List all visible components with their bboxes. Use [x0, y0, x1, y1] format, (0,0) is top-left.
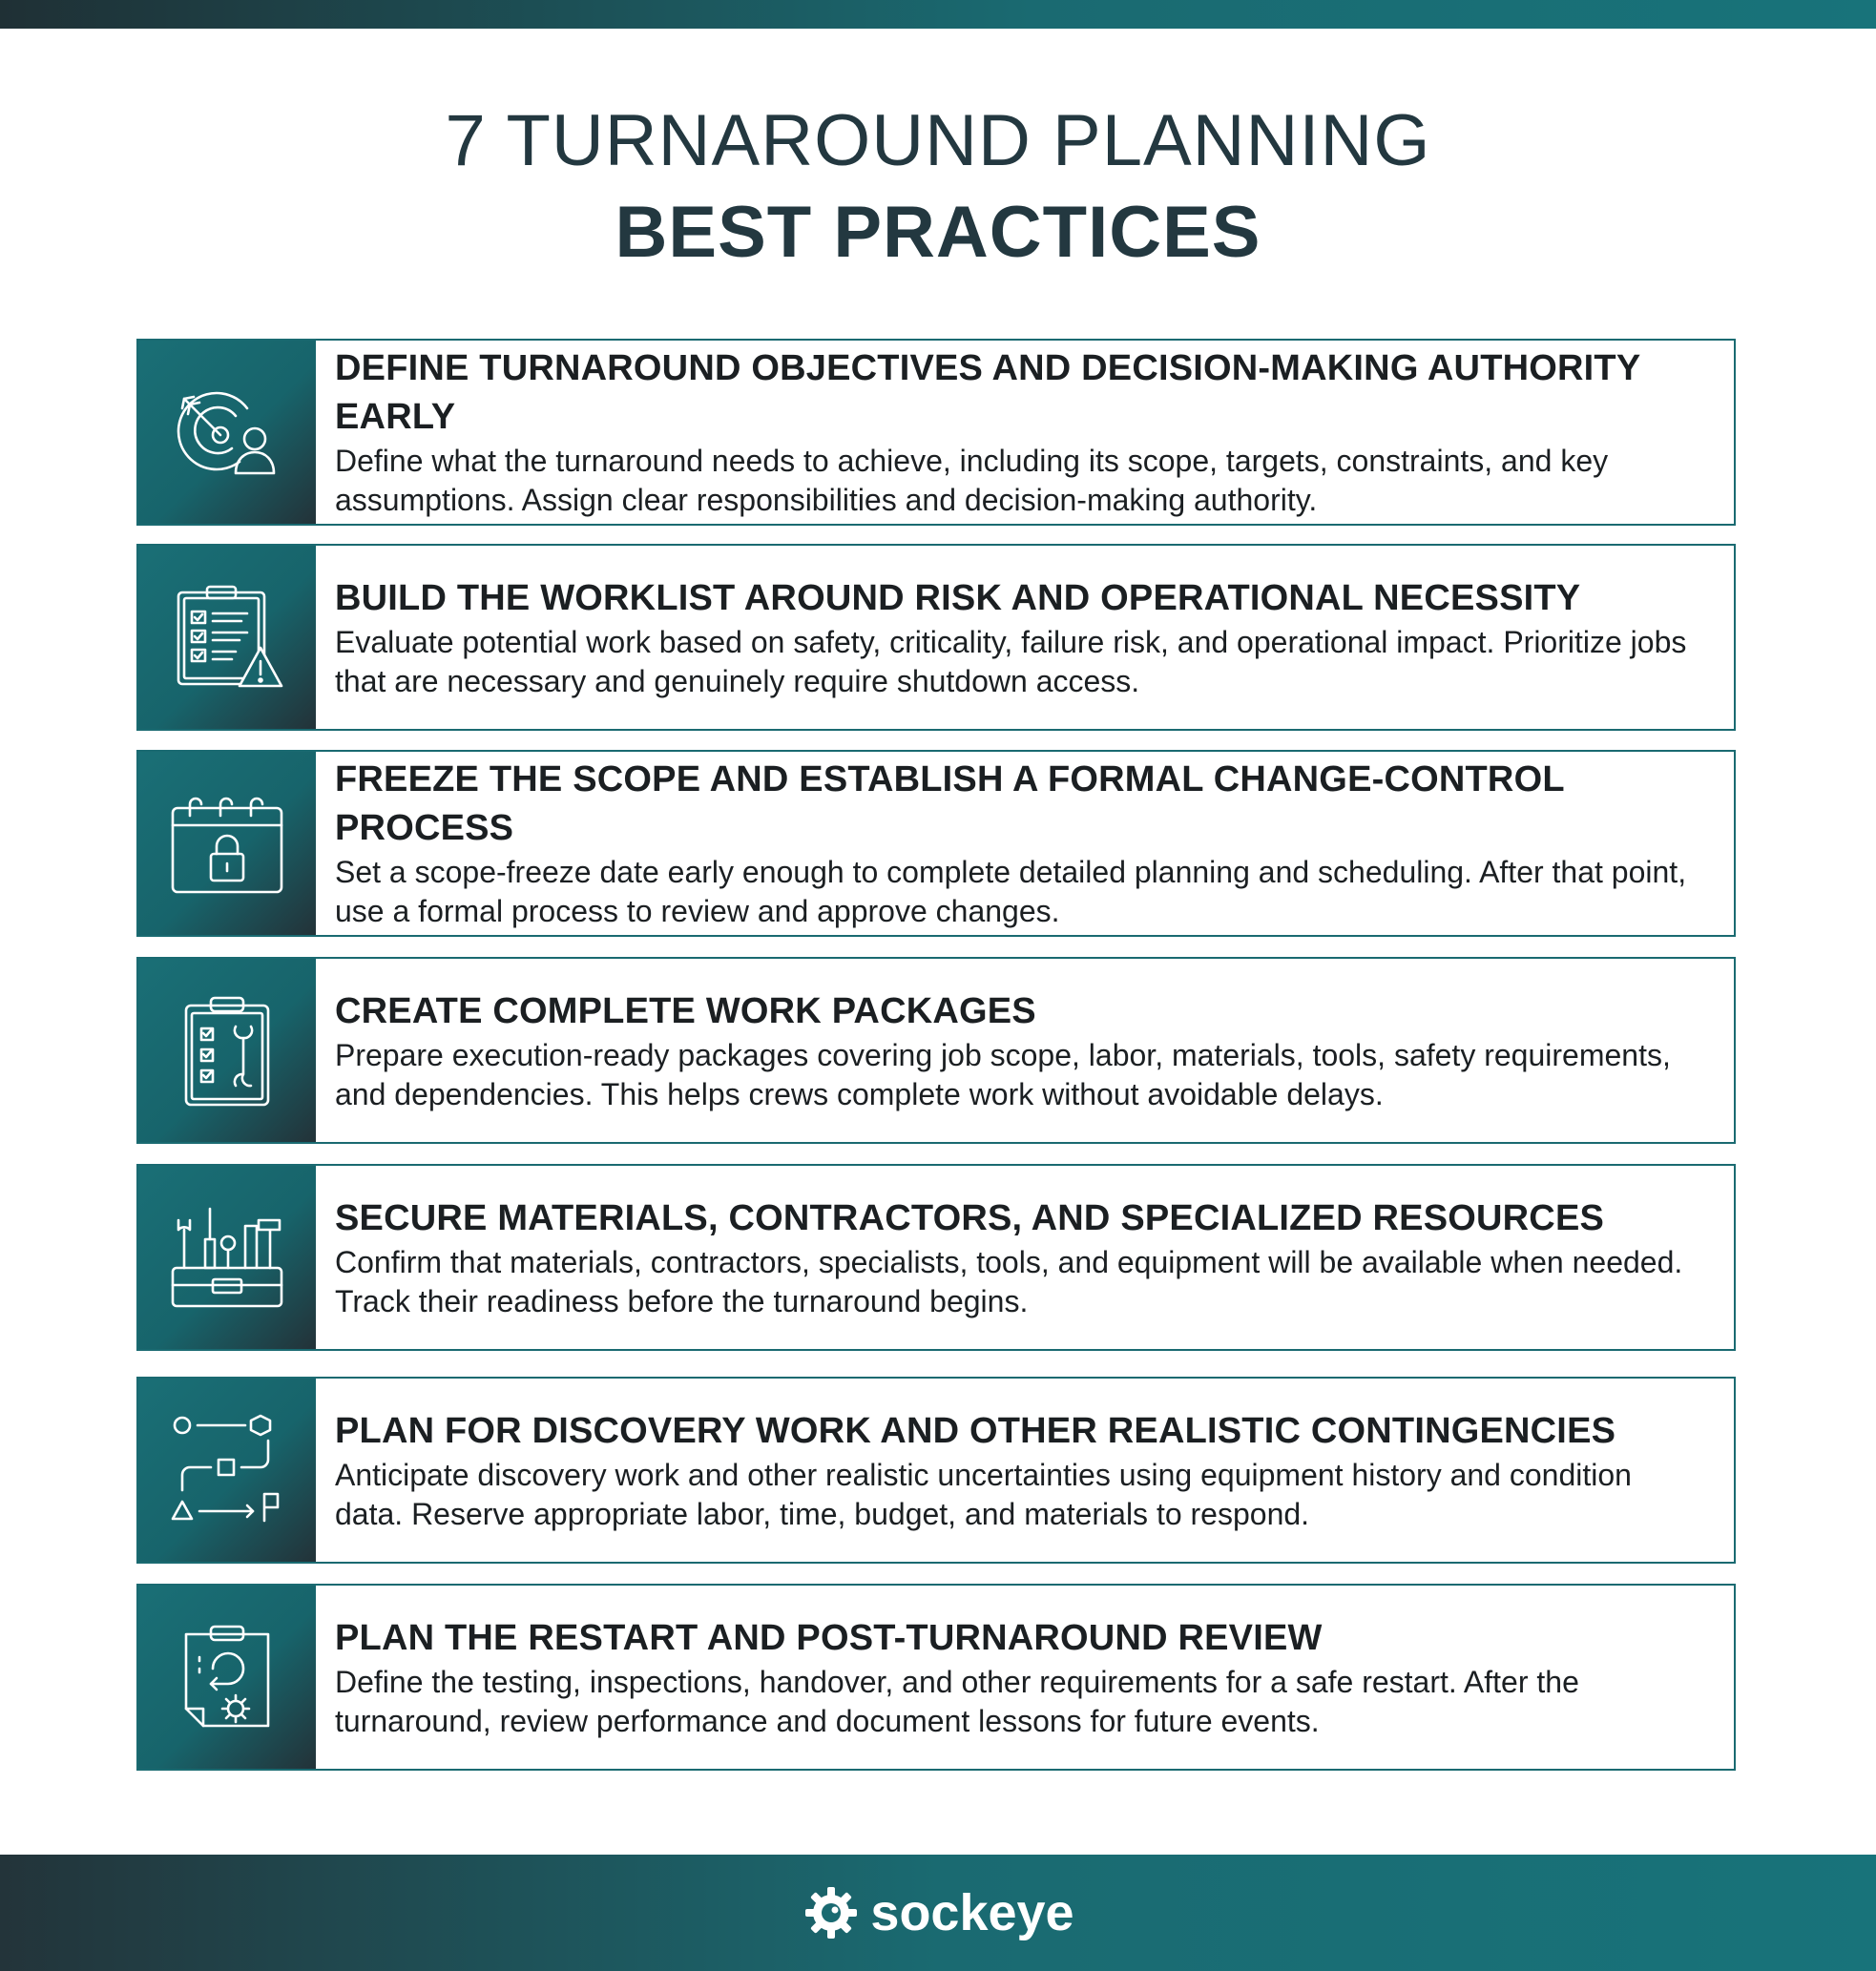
card-icon-panel — [138, 1379, 316, 1562]
card-icon-panel — [138, 959, 316, 1142]
card-icon-panel — [138, 752, 316, 935]
practice-card-5 — [136, 1164, 1736, 1351]
card-title: SECURE MATERIALS, CONTRACTORS, AND SPECIALIZED RESOURCES — [335, 1197, 1605, 1238]
card-description: Anticipate discovery work and other realistic uncertainties using equipment history and condition data. Reserve appropriate labor, time, budget, and materials to respond. — [335, 1457, 1632, 1531]
card-title: DEFINE TURNAROUND OBJECTIVES AND DECISION-MAKING AUTHORITY EARLY — [335, 348, 1640, 437]
card-icon-panel — [138, 341, 316, 524]
practice-card-7 — [136, 1584, 1736, 1771]
card-description: Evaluate potential work based on safety, criticality, failure risk, and operational impact. Prioritize jobs that are necessary and genuinely require shutdown access. — [335, 624, 1687, 698]
card-description: Define the testing, inspections, handover, and other requirements for a safe restart. After the turnaround, review performance and document lessons for future events. — [335, 1664, 1579, 1738]
practice-card-6 — [136, 1377, 1736, 1564]
calendar-lock-icon — [165, 781, 289, 905]
footer-bar — [0, 1855, 1876, 1971]
card-icon-panel — [138, 546, 316, 729]
brand-logo[interactable] — [802, 1883, 1073, 1942]
card-title: CREATE COMPLETE WORK PACKAGES — [335, 990, 1036, 1031]
card-title: BUILD THE WORKLIST AROUND RISK AND OPERATIONAL NECESSITY — [335, 577, 1581, 618]
page-title — [0, 95, 1876, 279]
toolbox-icon — [165, 1195, 289, 1319]
practice-card-2 — [136, 544, 1736, 731]
practice-card-3 — [136, 750, 1736, 937]
brand-name: sockeye — [870, 1884, 1074, 1941]
top-accent-bar — [0, 0, 1876, 29]
title-line-1: 7 TURNAROUND PLANNING — [445, 100, 1431, 181]
target-person-icon — [165, 370, 289, 494]
card-description: Prepare execution-ready packages covering job scope, labor, materials, tools, safety requirements, and dependencies. This helps crews complete work without avoidable delays. — [335, 1037, 1671, 1111]
checklist-warning-icon — [165, 575, 289, 699]
title-line-2: BEST PRACTICES — [615, 192, 1261, 273]
clipboard-wrench-icon — [165, 988, 289, 1112]
card-description: Set a scope-freeze date early enough to complete detailed planning and scheduling. After that point, use a formal process to review and approve changes. — [335, 855, 1687, 928]
card-icon-panel — [138, 1586, 316, 1769]
practice-card-1 — [136, 339, 1736, 526]
card-icon-panel — [138, 1166, 316, 1349]
flow-path-icon — [165, 1408, 289, 1532]
card-description: Confirm that materials, contractors, specialists, tools, and equipment will be available when needed. Track their readiness before the turnaround begins. — [335, 1244, 1683, 1318]
practice-card-4 — [136, 957, 1736, 1144]
card-title: PLAN FOR DISCOVERY WORK AND OTHER REALISTIC CONTINGENCIES — [335, 1410, 1616, 1451]
card-description: Define what the turnaround needs to achieve, including its scope, targets, constraints, and key assumptions. Assign clear responsibilities and decision-making authority. — [335, 444, 1609, 517]
clipboard-restart-gear-icon — [165, 1615, 289, 1739]
gear-logo-icon — [802, 1883, 861, 1942]
card-title: PLAN THE RESTART AND POST-TURNAROUND REVIEW — [335, 1617, 1323, 1658]
card-title: FREEZE THE SCOPE AND ESTABLISH A FORMAL CHANGE-CONTROL PROCESS — [335, 759, 1565, 848]
